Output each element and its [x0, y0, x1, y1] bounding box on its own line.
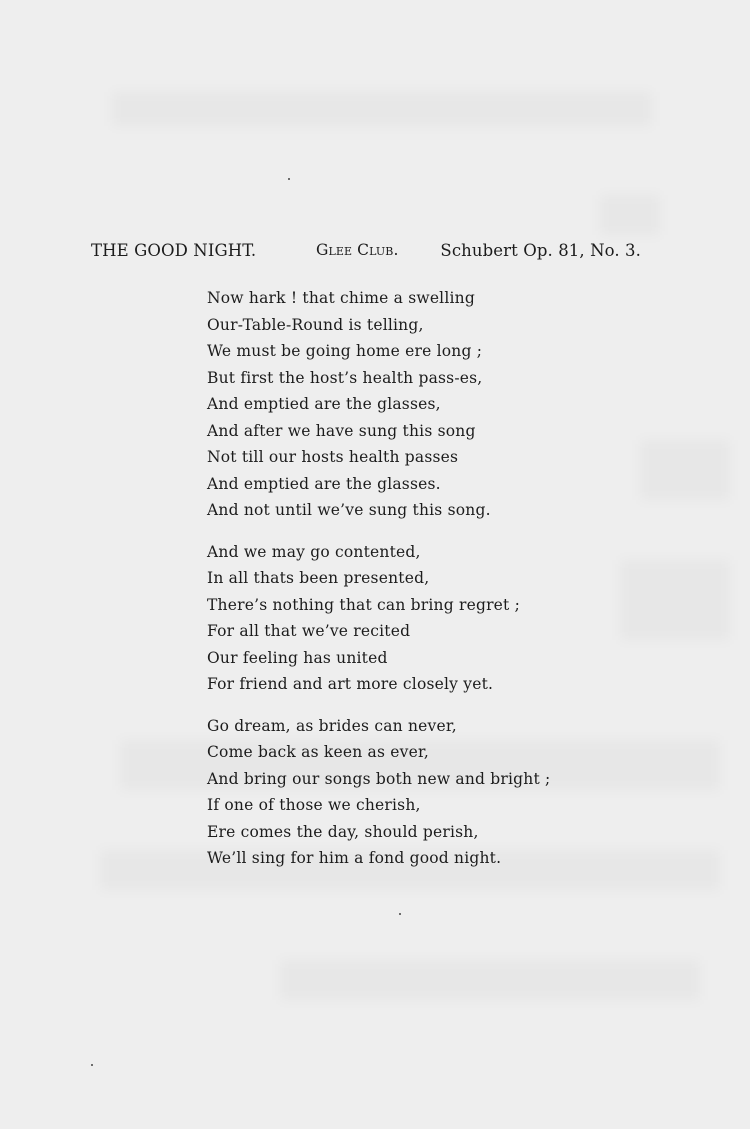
- lyric-line: There’s nothing that can bring regret ;: [207, 595, 521, 614]
- lyric-line: For friend and art more closely yet.: [207, 675, 494, 693]
- lyric-line: But first the host’s health pass-es,: [207, 368, 483, 387]
- stanza: [207, 713, 607, 872]
- bleed-through-mark: [620, 560, 730, 640]
- paper-speck: [288, 178, 290, 180]
- composer-credit: Schubert Op. 81, No. 3.: [440, 241, 641, 260]
- lyric-line: If one of those we cherish,: [207, 796, 421, 814]
- stanza: [207, 285, 607, 524]
- lyric-line: Ere comes the day, should perish,: [207, 822, 479, 841]
- lyric-line: Come back as keen as ever,: [207, 743, 429, 761]
- lyric-line: And we may go contented,: [207, 542, 421, 561]
- bleed-through-mark: [280, 960, 700, 1000]
- lyric-line: Go dream, as brides can never,: [207, 716, 457, 735]
- paper-speck: [399, 913, 401, 915]
- bleed-through-mark: [112, 92, 652, 126]
- lyric-line: For all that we’ve recited: [207, 622, 411, 640]
- stanza: [207, 539, 607, 698]
- lyric-line: And bring our songs both new and bright ;: [207, 769, 551, 788]
- lyric-line: And after we have sung this song: [207, 421, 476, 440]
- lyric-line: Our-Table-Round is telling,: [207, 315, 424, 334]
- lyric-line: And not until we’ve sung this song.: [207, 501, 491, 519]
- song-title: THE GOOD NIGHT.: [91, 241, 257, 260]
- lyrics: [207, 285, 607, 887]
- lyric-line: And emptied are the glasses.: [207, 474, 441, 493]
- lyric-line: We’ll sing for him a fond good night.: [207, 849, 502, 867]
- bleed-through-mark: [600, 195, 660, 235]
- bleed-through-mark: [640, 440, 730, 500]
- lyric-line: In all thats been presented,: [207, 569, 430, 587]
- lyric-line: Our feeling has united: [207, 648, 388, 667]
- song-header: [91, 241, 641, 265]
- lyric-line: And emptied are the glasses,: [207, 395, 441, 413]
- performer: Glee Club.: [316, 241, 399, 259]
- paper-speck: [91, 1064, 93, 1066]
- lyric-line: We must be going home ere long ;: [207, 342, 483, 360]
- lyric-line: Now hark ! that chime a swelling: [207, 289, 475, 307]
- lyric-line: Not till our hosts health passes: [207, 448, 459, 466]
